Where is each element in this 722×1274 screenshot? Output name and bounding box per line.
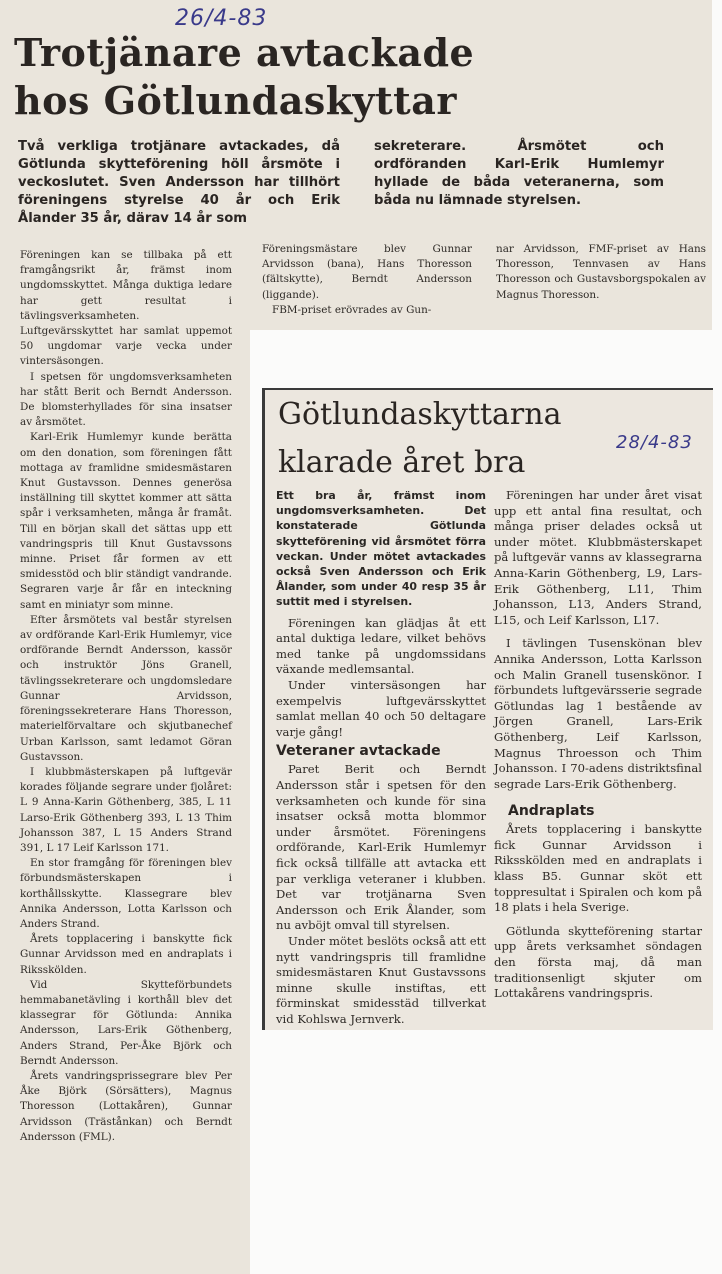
subhead-veteraner: Veteraner avtackade: [276, 743, 441, 760]
paragraph: FBM-priset erövrades av Gun-: [272, 303, 432, 316]
paragraph: nar Arvidsson, FMF-priset av Hans Thoresson, Tennvasen av Hans Thoresson och Gustavsborgspokalen av Magnus Thoresson.: [496, 243, 706, 301]
paragraph: Paret Berit och Berndt Andersson står i spetsen för den verksamheten och kunde för sina insatser också motta blommor under årsmötet. Föreningens ordförande, Karl-Erik Humlemyr fick också tillfälle att avtacka ett par verkliga veteraner i klubben. Det var trotjänarna Sven Andersson och Erik Ålander, som nu avböjt omval till styrelsen.: [276, 762, 486, 933]
article-bottom-left-column: [276, 488, 486, 1027]
paragraph: Föreningen kan glädjas åt ett antal duktiga ledare, vilket behövs med tanke på ungdomssidans växande medlemsantal.: [276, 615, 486, 677]
paragraph: Föreningen har under året visat upp ett antal fina resultat, och många priser delades också ut under mötet. Klubbmästerskapet på luftgevär vanns av klassegrarna Anna-Karin Göthenberg, L9, Lars-Erik Göthenberg, L11, Thim Johansson, L13, Anders Strand, L15, och Leif Karlsson, L17.: [494, 488, 702, 627]
headline-top-line1: Trotjänare avtackade: [14, 30, 475, 75]
paragraph: Efter årsmötets val består styrelsen av ordförande Karl-Erik Humlemyr, vice ordförande Berndt Andersson, kassör och instruktör Jöns Granell, tävlingssekreterare och ungdomsledare Gunnar Arvidsson, föreningssekreterare Hans Thoresson, materielförvaltare och skjutbanechef Urban Karlsson, samt ledamot Göran Gustavsson.: [20, 613, 232, 763]
paragraph: Årets vandringsprissegrare blev Per Åke Björk (Sörsätters), Magnus Thoresson (Lottakåren), Gunnar Arvidsson (Trästånkan) och Berndt Andersson (FML).: [20, 1069, 232, 1143]
paragraph: I klubbmästerskapen på luftgevär korades följande segrare under fjolåret: L 9 Anna-Karin Göthenberg, 385, L 11 Larso-Erik Göthenberg 393, L 13 Thim Johansson 387, L 15 Anders Strand 391, L 17 Leif Karlsson 171.: [20, 765, 232, 854]
paragraph: En stor framgång för föreningen blev förbundsmästerskapen i korthållsskytte. Klassegrare blev Annika Andersson, Lotta Karlsson och Anders Strand.: [20, 857, 232, 930]
article-top-column-1: [20, 248, 232, 1145]
lead-top-left: Två verkliga trotjänare avtackades, då Götlunda skytteförening höll årsmöte i veckoslutet. Sven Andersson har tillhört föreningens styrelse 40 år och Erik Ålander 35 år, därav 14 år som: [18, 139, 340, 226]
headline-top-line2: hos Götlundaskyttar: [14, 78, 457, 123]
handwritten-date-top: 26/4-83: [175, 6, 268, 31]
paragraph: Föreningsmästare blev Gunnar Arvidsson (bana), Hans Thoresson (fältskytte), Berndt Andersson (liggande).: [262, 243, 472, 301]
paragraph: Årets topplacering i banskytte fick Gunnar Arvidsson i Riksskölden med en andraplats i klass B5. Gunnar sköt ett toppresultat i Spiralen och kom på 18 plats i hela Sverige.: [494, 822, 702, 915]
article-top-column-3: [496, 242, 706, 303]
body-bottom-left-2: [276, 762, 486, 1027]
headline-bottom-line1: Götlundaskyttarna: [278, 397, 562, 432]
subhead-andraplats: Andraplats: [508, 803, 595, 820]
paragraph: Under mötet beslöts också att ett nytt vandringspris till framlidne smidesmästaren Knut Gustavssons minne skulle instiftas, ett förminskat smidesstäd tillverkat vid Kohlswa Jernverk.: [276, 933, 486, 1026]
article-top-column-2: [262, 242, 472, 318]
body-bottom-right: [494, 488, 702, 792]
paragraph: Götlunda skytteförening startar upp årets verksamhet söndagen den första maj, då man traditionsenligt skjuter om Lottakårens vandringspris.: [494, 923, 702, 1001]
lead-bottom: Ett bra år, främst inom ungdomsverksamheten. Det konstaterade Götlunda skytteförening vid årsmötet förra veckan. Under mötet avtackades också Sven Andersson och Erik Ålander, som under 40 resp 35 år suttit med i styrelsen.: [276, 489, 486, 609]
article-bottom-right-column: [494, 488, 702, 1002]
paragraph: I tävlingen Tusenskönan blev Annika Andersson, Lotta Karlsson och Malin Granell tusenskönor. I förbundets luftgevärsserie segrade Götlundas lag 1 bestående av Jörgen Granell, Lars-Erik Göthenberg, Leif Karlsson, Magnus Throesson och Thim Johansson. I 70-adens distriktsfinal segrade Lars-Erik Göthenberg.: [494, 636, 702, 791]
paragraph: I spetsen för ungdomsverksamheten har stått Berit och Berndt Andersson. De blomsterhyllades för sina insatser av årsmötet.: [20, 370, 232, 429]
handwritten-date-bottom: 28/4-83: [616, 432, 693, 453]
paragraph: Årets topplacering i banskytte fick Gunnar Arvidsson med en andraplats i Riksskölden.: [20, 933, 232, 976]
headline-bottom-line2: klarade året bra: [278, 445, 526, 480]
paragraph: Vid Skytteförbundets hemmabanetävling i korthåll blev det klassegrar för Götlunda: Annika Andersson, Lars-Erik Göthenberg, Anders Strand, Per-Åke Björk och Berndt Andersson.: [20, 978, 232, 1067]
body-bottom-left: [276, 616, 486, 741]
paragraph: Föreningen kan se tillbaka på ett framgångsrikt år, främst inom ungdomsskyttet. Många duktiga ledare har gett resultat i tävlingsverksamheten. Luftgevärsskyttet har samlat uppemot 50 ungdomar varje vecka under vintersäsongen.: [20, 249, 232, 368]
paragraph: Karl-Erik Humlemyr kunde berätta om den donation, som föreningen fått mottaga av framlidne smidesmästaren Knut Gustavsson. Dennes generösa inställning till skyttet kommer att sätta spår i verksamheten, många år framåt. Till en början skall det sättas upp ett vandringspris till Knut Gustavssons minne. Priset får formen av ett smidesstöd och blir ständigt vandrande. Segraren varje år får en inteckning samt en miniatyr som minne.: [20, 431, 232, 611]
paragraph: Under vintersäsongen har exempelvis luftgevärsskyttet samlat mellan 40 och 50 deltagare varje gång!: [276, 678, 486, 739]
body-bottom-right-2: [494, 822, 702, 1002]
lead-top-right: sekreterare. Årsmötet och ordföranden Karl-Erik Humlemyr hyllade de båda veteranerna, som båda nu lämnade styrelsen.: [374, 139, 664, 208]
